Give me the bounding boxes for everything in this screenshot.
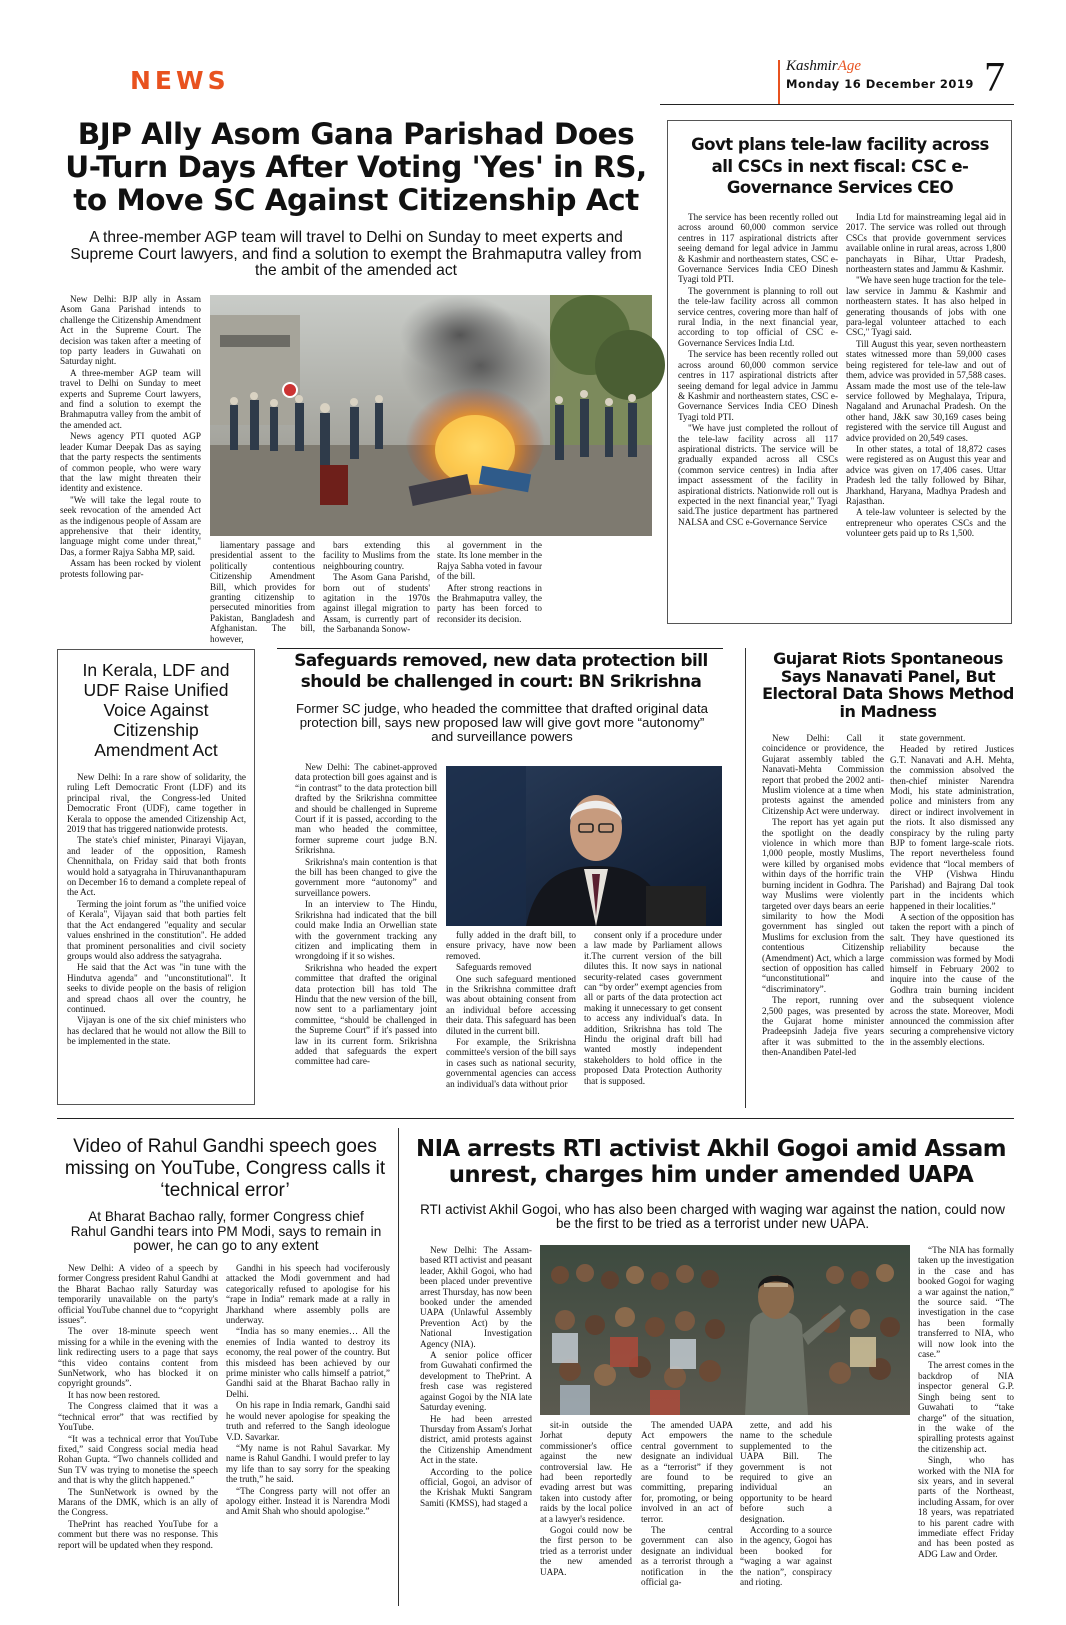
page-number: 7 (984, 55, 1005, 101)
body-paragraph: On his rape in India remark, Gandhi said he would never apologise for speaking the truth and referred to the Sangh ideologue V.D. Savarkar. (226, 1400, 390, 1442)
body-paragraph: New Delhi: BJP ally in Assam Asom Gana Parishad intends to challenge the Citizenship Amendment Act in the Supreme Court. The decision was taken after a meeting of top party leaders in Guwahati on Saturday night. (60, 294, 201, 367)
body-paragraph: state government. (900, 733, 966, 743)
kerala-body (67, 772, 246, 1098)
telelaw-col-2 (846, 212, 1006, 617)
nia-col-4 (740, 1420, 832, 1605)
body-paragraph: After strong reactions in the Brahmaputra valley, the party has been forced to reconsider its decision. (437, 582, 542, 624)
body-paragraph: One such safeguard mentioned in the Srikrishna committee draft was about obtaining consent from an individual before accessing their data. This safeguard has been diluted in the current bill. (446, 973, 576, 1036)
rahul-deck: At Bharat Bachao rally, former Congress chief Rahul Gandhi tears into PM Modi, says to remain in power, he can go to any extent (70, 1209, 382, 1253)
brand-main: Kashmir (786, 58, 838, 74)
body-paragraph: A senior police officer from Guwahati confirmed the development to ThePrint. A fresh case was registered against Gogoi by the NIA late Saturday evening. (420, 1350, 532, 1413)
body-paragraph: “The NIA has formally taken up the investigation in the case and has booked Gogoi for waging a war against the nation,” the source said. “The investigation in the case has been formally transferred to NIA, who will now look into the case.” (918, 1245, 1014, 1360)
body-paragraph: The service has been recently rolled out across around 60,000 common service centres in 117 aspirational districts after seeing demand for legal advice in Jammu & Kashmir and northeastern states, CSC e-Governance Services India CEO Dinesh Tyagi told PTI. (678, 212, 838, 285)
body-paragraph: For example, the Srikrishna committee's version of the bill says in cases such as national security, governmental agencies can access an individual's data without prior (446, 1037, 576, 1089)
kerala-headline: In Kerala, LDF and UDF Raise Unified Voice Against Citizenship Amendment Act (82, 660, 230, 760)
gujarat-col-1 (762, 733, 884, 1107)
masthead-rule (660, 104, 1014, 105)
masthead-divider (778, 60, 780, 104)
telelaw-headline: Govt plans tele-law facility across all CSCs in next fiscal: CSC e-Governance Services CEO (691, 135, 989, 197)
body-paragraph: A section of the opposition has taken the report with a pinch of salt. They have questioned its reliability because the commission was formed by Modi himself in February 2002 to inquire into the cause of the Godhra train burning incident and the subsequent violence across the state. Moreover, Modi announced the commission after securing a comprehensive victory in the assembly elections. (890, 911, 1014, 1047)
body-paragraph: Till August this year, seven northeastern states witnessed more than 59,000 cases being registered for tele-law and out of them, advice was provided in 57,588 cases. Assam made the most use of the tele-law service followed by Meghalaya, Tripura, Nagaland and Arunachal Pradesh. On the other hand, J&K saw 30,169 cases being registered with the service till August and advice provided on 20,549 cases. (846, 338, 1006, 443)
body-paragraph: Terming the joint forum as "the unified voice of Kerala", Vijayan said that both parties felt that the Act endangered "equality and secular values enshrined in the constitution". He added that prominent personalities and civil society groups would also address the satyagraha. (67, 898, 246, 961)
body-paragraph: “The Congress party will not offer an apology either. Instead it is Narendra Modi and Amit Shah who should apologise.” (226, 1485, 390, 1517)
srikrishna-col-3 (584, 930, 722, 1105)
lead-col-2 (210, 540, 315, 644)
rahul-col-1 (58, 1263, 218, 1601)
body-paragraph: “It was a technical error that YouTube fixed,” said Congress social media head Rohan Gupta. “Two channels collided and Sun TV was trying to monetise the speech and that is why the glitch happened.” (58, 1433, 218, 1486)
masthead-logo (786, 58, 976, 102)
body-paragraph: “My name is not Rahul Savarkar. My name is Rahul Gandhi. I would prefer to lay my life than to say sorry for the speaking the truth,” he said. (226, 1442, 390, 1485)
body-paragraph: A three-member AGP team will travel to Delhi on Sunday to meet experts and Supreme Court lawyers, and find a solution to exempt the Brahmaputra valley from the ambit of the amended act. (60, 367, 201, 430)
gogoi-photo (540, 1245, 910, 1415)
speaker-portrait-photo (446, 766, 722, 926)
nia-col-5 (918, 1245, 1014, 1605)
body-paragraph: In an interview to The Hindu, Srikrishna had indicated that the bill could make India an Orwellian state with the government tracking any citizen and implicating them in wrongdoing if it so wishes. (295, 899, 437, 962)
body-paragraph: "We have just completed the rollout of the tele-law facility across all 117 aspirational districts. The service will be gradually expanded across all CSCs (common service centres) in India after impact assessment of the facility in aspirational districts. Nationwide roll out is expected in the next financial year," Tyagi said.The justice department has partnered NALSA and CSC e-Governance Service (678, 423, 838, 527)
body-paragraph: New Delhi: The Assam-based RTI activist and peasant leader, Akhil Gogoi, who had been placed under preventive arrest Thursday, has now been booked under the amended UAPA (Unlawful Assembly Prevention Act) by the National Investigation Agency (NIA). (420, 1245, 532, 1349)
body-paragraph: The amended UAPA Act empowers the central government to designate an individual as a “terrorist” if they are found to be committing, preparing for, promoting, or being involved in an act of terror. (641, 1420, 733, 1524)
body-paragraph: Srikrishna who headed the expert committee that drafted the original data protection bill has told The Hindu that the new version of the bill, now sent to a parliamentary joint committee, “should be challenged in the Supreme Court” if it's passed into law in its current form. Srikrishna added that safeguards the expert committee had care- (295, 962, 437, 1067)
lead-col-3 (323, 540, 430, 635)
body-paragraph: al government in the state. Its lone member in the Rajya Sabha voted in favour of the bill. (437, 540, 542, 582)
body-paragraph: India Ltd for mainstreaming legal aid in 2017. The service was rolled out through CSCs that provide government services available online in rural areas, across 1,800 panchayats in Bihar, Uttar Pradesh, northeastern states and Jammu & Kashmir. (846, 212, 1006, 275)
body-paragraph: The central government can also designate an individual as a terrorist through a notification in the official ga- (641, 1525, 733, 1588)
body-paragraph: bars extending this facility to Muslims from the neighbouring country. (323, 540, 430, 571)
body-paragraph: The service has been recently rolled out across around 60,000 common service centres in 117 aspirational districts after seeing demand for legal advice in Jammu & Kashmir and northeastern states, CSC e-Governance Services India CEO Dinesh Tyagi told PTI. (678, 349, 838, 422)
body-paragraph: According to the police official, Gogoi, an advisor of the Krishak Mukti Sangram Samiti (KMSS), had staged a (420, 1466, 532, 1508)
body-paragraph: sit-in outside the Jorhat deputy commissioner's office against the new controversial law. He had been reportedly evading arrest but was taken into custody after raids by the local police at a lawyer's residence. (540, 1420, 632, 1524)
body-paragraph: The report has yet again put the spotlight on the deadly violence in which more than 1,000 people, mostly Muslims, were killed by organised mobs within days of the horrific train burning incident in Godhra. The way Muslims were violently targeted over days bears an eerie similarity to how the Modi government has singled out Muslims for exclusion from the contentious Citizenship (Amendment) Act, which a large section of opposition has called “unconstitutional” and “discriminatory”. (762, 817, 884, 994)
rahul-col-2 (226, 1263, 390, 1601)
nia-col-3 (641, 1420, 733, 1605)
lead-deck: A three-member AGP team will travel to Delhi on Sunday to meet experts and Supreme Court lawyers, and find a solution to exempt the Brahmaputra valley from the ambit of the amended act (70, 229, 642, 279)
srikrishna-col-2 (446, 930, 576, 1105)
body-paragraph: "We have seen huge traction for the tele-law service in Jammu & Kashmir and northeastern states. It has also helped in generating thousands of jobs with one para-legal volunteer attached to each CSC," Tyagi said. (846, 275, 1006, 338)
crowd-rally-photo (540, 1245, 910, 1415)
body-paragraph: The over 18-minute speech went missing for a while in the evening with the link redirecting users to a page that says “this video contains content from SunNetwork, who has blocked it on copyright grounds”. (58, 1326, 218, 1389)
body-paragraph: The government is planning to roll out the tele-law facility across all common service centres, covering more than half of rural India, in the next financial year, according to top official of CSC e-Governance Services India Ltd. (678, 285, 838, 348)
body-paragraph: liamentary passage and presidential assent to the politically contentious Citizenship Amendment Bill, which provides for granting citizenship to persecuted minorities from Pakistan, Bangladesh and Afghanistan. The bill, however, (210, 540, 315, 644)
srikrishna-col-1 (295, 762, 437, 1105)
body-paragraph: He had been arrested Thursday from Assam's Jorhat district, amid protests against the Citizenship Amendment Act in the state. (420, 1413, 532, 1466)
body-paragraph: In other states, a total of 18,872 cases were registered as on August this year and advice was given on 17,406 cases. Uttar Pradesh led the tally followed by Bihar, Jharkhand, Haryana, Madhya Pradesh and Rajasthan. (846, 443, 1006, 506)
body-paragraph: According to a source in the agency, Gogoi has been booked for “waging a war against the nation”, conspiracy and rioting. (740, 1525, 832, 1588)
body-paragraph: “India has so many enemies… All the enemies of India wanted to destroy its economy, the real power of the country. But this misdeed has been achieved by our prime minister who calls himself a patriot,” Gandhi said at the Bharat Bachao rally in Delhi. (226, 1326, 390, 1399)
telelaw-col-1 (678, 212, 838, 617)
body-paragraph: The Congress claimed that it was a “technical error” that was rectified by YouTube. (58, 1401, 218, 1433)
body-paragraph: Gandhi in his speech had vociferously attacked the Modi government and had categorically refused to apologise for his “rape in India” remark made at a rally in Jharkhand where assembly polls are underway. (226, 1263, 390, 1326)
body-paragraph: Srikrishna's main contention is that the bill has been changed to give the government more “autonomy” and surveillance powers. (295, 856, 437, 898)
gujarat-col-2 (890, 733, 1014, 1107)
rahul-headline: Video of Rahul Gandhi speech goes missing on YouTube, Congress calls it ‘technical error’ (64, 1136, 386, 1201)
body-paragraph: Headed by retired Justices G.T. Nanavati and A.H. Mehta, the commission absolved the then-chief minister Narendra Modi, his state administration, police and ministers from any direct or indirect involvement in the riots. It also dismissed any conspiracy by the ruling party BJP to foment large-scale riots. The report nevertheless found evidence that “local members of the VHP (Vishwa Hindu Parishad) and Bajrang Dal took part in the incidents which happened in their localities.” (890, 744, 1014, 911)
body-paragraph: News agency PTI quoted AGP leader Kumar Deepak Das as saying that the party respects the sentiments of common people, who were wary that the law might threaten their identity and existence. (60, 431, 201, 494)
lead-col-4 (437, 540, 542, 624)
lower-section-rule (57, 1118, 1014, 1119)
body-paragraph: The state's chief minister, Pinarayi Vijayan, and leader of the opposition, Ramesh Chennithala, on Friday said that both fronts would hold a satyagraha in Thiruvananthapuram on December 16 to demand a complete repeal of the Act. (67, 835, 246, 898)
body-paragraph: Assam has been rocked by violent protests following par- (60, 558, 201, 579)
rahul-nia-divider (398, 1128, 399, 1606)
nia-deck: RTI activist Akhil Gogoi, who has also been charged with waging war against the nation, could now be the first to be tried as a terrorist under new UAPA. (420, 1202, 1005, 1231)
body-paragraph: Vijayan is one of the six chief ministers who has declared that he would not allow the Bill to be implemented in the state. (67, 1015, 246, 1047)
body-paragraph: zette, and add his name to the schedule supplemented to the UAPA Bill. The government is not required to give an individual an opportunity to be heard before such a designation. (740, 1420, 832, 1524)
body-paragraph: consent only if a procedure under a law made by Parliament allows it.The current version of the bill dilutes this. It now says in national security-related cases government can “by order” exempt agencies from all or parts of the data protection act making it unnecessary to get consent to access any individual's data. In addition, Srikrishna has told The Hindu the original draft bill had wanted mostly independent stakeholders to hold office in the proposed Data Protection Authority that is supposed. (584, 930, 722, 1086)
body-paragraph: The report, running over 2,500 pages, was presented by the Gujarat home minister Pradeepsinh Jadeja five years after it was submitted to the then-Anandiben Patel-led (762, 995, 884, 1058)
brand-accent: Age (837, 58, 862, 74)
body-paragraph: Singh, who has worked with the NIA for six years, and in several parts of the Northeast, including Assam, for over 18 years, was repatriated to his parent cadre with immediate effect Friday and has been posted as ADG Law and Order. (918, 1455, 1014, 1559)
body-paragraph: New Delhi: In a rare show of solidarity, the ruling Left Democratic Front (LDF) and its principal rival, the Congress-led United Democratic Front (UDF), came together in Kerala to oppose the amended Citizenship Act, 2019 that has triggered nationwide protests. (67, 772, 246, 835)
srikrishna-top-rule (277, 648, 723, 649)
srikrishna-headline: Safeguards removed, new data protection bill should be challenged in court: BN Srikrishna (294, 650, 708, 691)
body-paragraph: The Asom Gana Parishd, born out of students' agitation in the 1970s against illegal migration to Assam, is currently part of the Sarbananda Sonow- (323, 572, 430, 635)
body-paragraph: ThePrint has reached YouTube for a comment but there was no response. This report will be updated when they respond. (58, 1518, 218, 1550)
edition-date: Monday 16 December 2019 (786, 77, 974, 91)
lead-headline: BJP Ally Asom Gana Parishad Does U-Turn Days After Voting 'Yes' in RS, to Move SC Against Citizenship Act (65, 117, 647, 217)
gujarat-headline: Gujarat Riots Spontaneous Says Nanavati Panel, But Electoral Data Shows Method in Madness (762, 649, 1014, 721)
nia-col-2 (540, 1420, 632, 1605)
body-paragraph: He said that the Act was "in tune with the Hindutva agenda" and "unconstitutional". It seeks to divide people on the basis of religion and spread chaos all over the country, he continued. (67, 962, 246, 1014)
body-paragraph: The SunNetwork is owned by the Marans of the DMK, which is an ally of the Congress. (58, 1486, 218, 1518)
gujarat-divider (745, 648, 746, 1108)
body-paragraph: New Delhi: A video of a speech by former Congress president Rahul Gandhi at the Bharat Bachao rally Saturday was temporarily unavailable on the party's official YouTube channel due to “copyright issues”. (58, 1263, 218, 1326)
body-paragraph: fully added in the draft bill, to ensure privacy, have now been removed. (446, 930, 576, 961)
street-protest-fire-photo (210, 295, 652, 536)
section-label: NEWS (130, 66, 230, 95)
body-paragraph: Safeguards removed (456, 962, 532, 973)
body-paragraph: The arrest comes in the backdrop of NIA inspector general G.P. Singh being sent to Guwahati to “take charge” of the situation, in the wake of the spiralling protests against the citizenship act. (918, 1360, 1014, 1454)
body-paragraph: A tele-law volunteer is selected by the entrepreneur who operates CSCs and the volunteer gets paid up to Rs 1,500. (846, 507, 1006, 539)
body-paragraph: It has now been restored. (68, 1389, 161, 1400)
protest-photo (210, 295, 652, 536)
nia-col-1 (420, 1245, 532, 1605)
srikrishna-deck: Former SC judge, who headed the committee that drafted original data protection bill, says new proposed law will give govt more “autonomy” and surveillance powers (296, 701, 708, 744)
nia-headline: NIA arrests RTI activist Akhil Gogoi amid Assam unrest, charges him under amended UAPA (416, 1136, 1006, 1188)
srikrishna-photo (446, 766, 722, 926)
body-paragraph: Gogoi could now be the first person to be tried as a terrorist under the new amended UAPA. (540, 1525, 632, 1577)
body-paragraph: New Delhi: The cabinet-approved data protection bill goes against and is “in contrast” to the data protection bill drafted by the Srikrishna committee and should be challenged in Supreme Court if it is passed, according to the man who headed the committee, former supreme court judge B.N. Srikrishna. (295, 762, 437, 856)
lead-col-1 (60, 294, 201, 616)
body-paragraph: New Delhi: Call it coincidence or providence, the Gujarat assembly tabled the Nanavati-Mehta Commission report that probed the 2002 anti-Muslim violence at a time when protests against the amended Citizenship Act were underway. (762, 733, 884, 816)
body-paragraph: "We will take the legal route to seek revocation of the amended Act as the indigenous people of Assam are apprehensive that their identity, language might come under threat," Das, a former Rajya Sabha MP, said. (60, 494, 201, 557)
